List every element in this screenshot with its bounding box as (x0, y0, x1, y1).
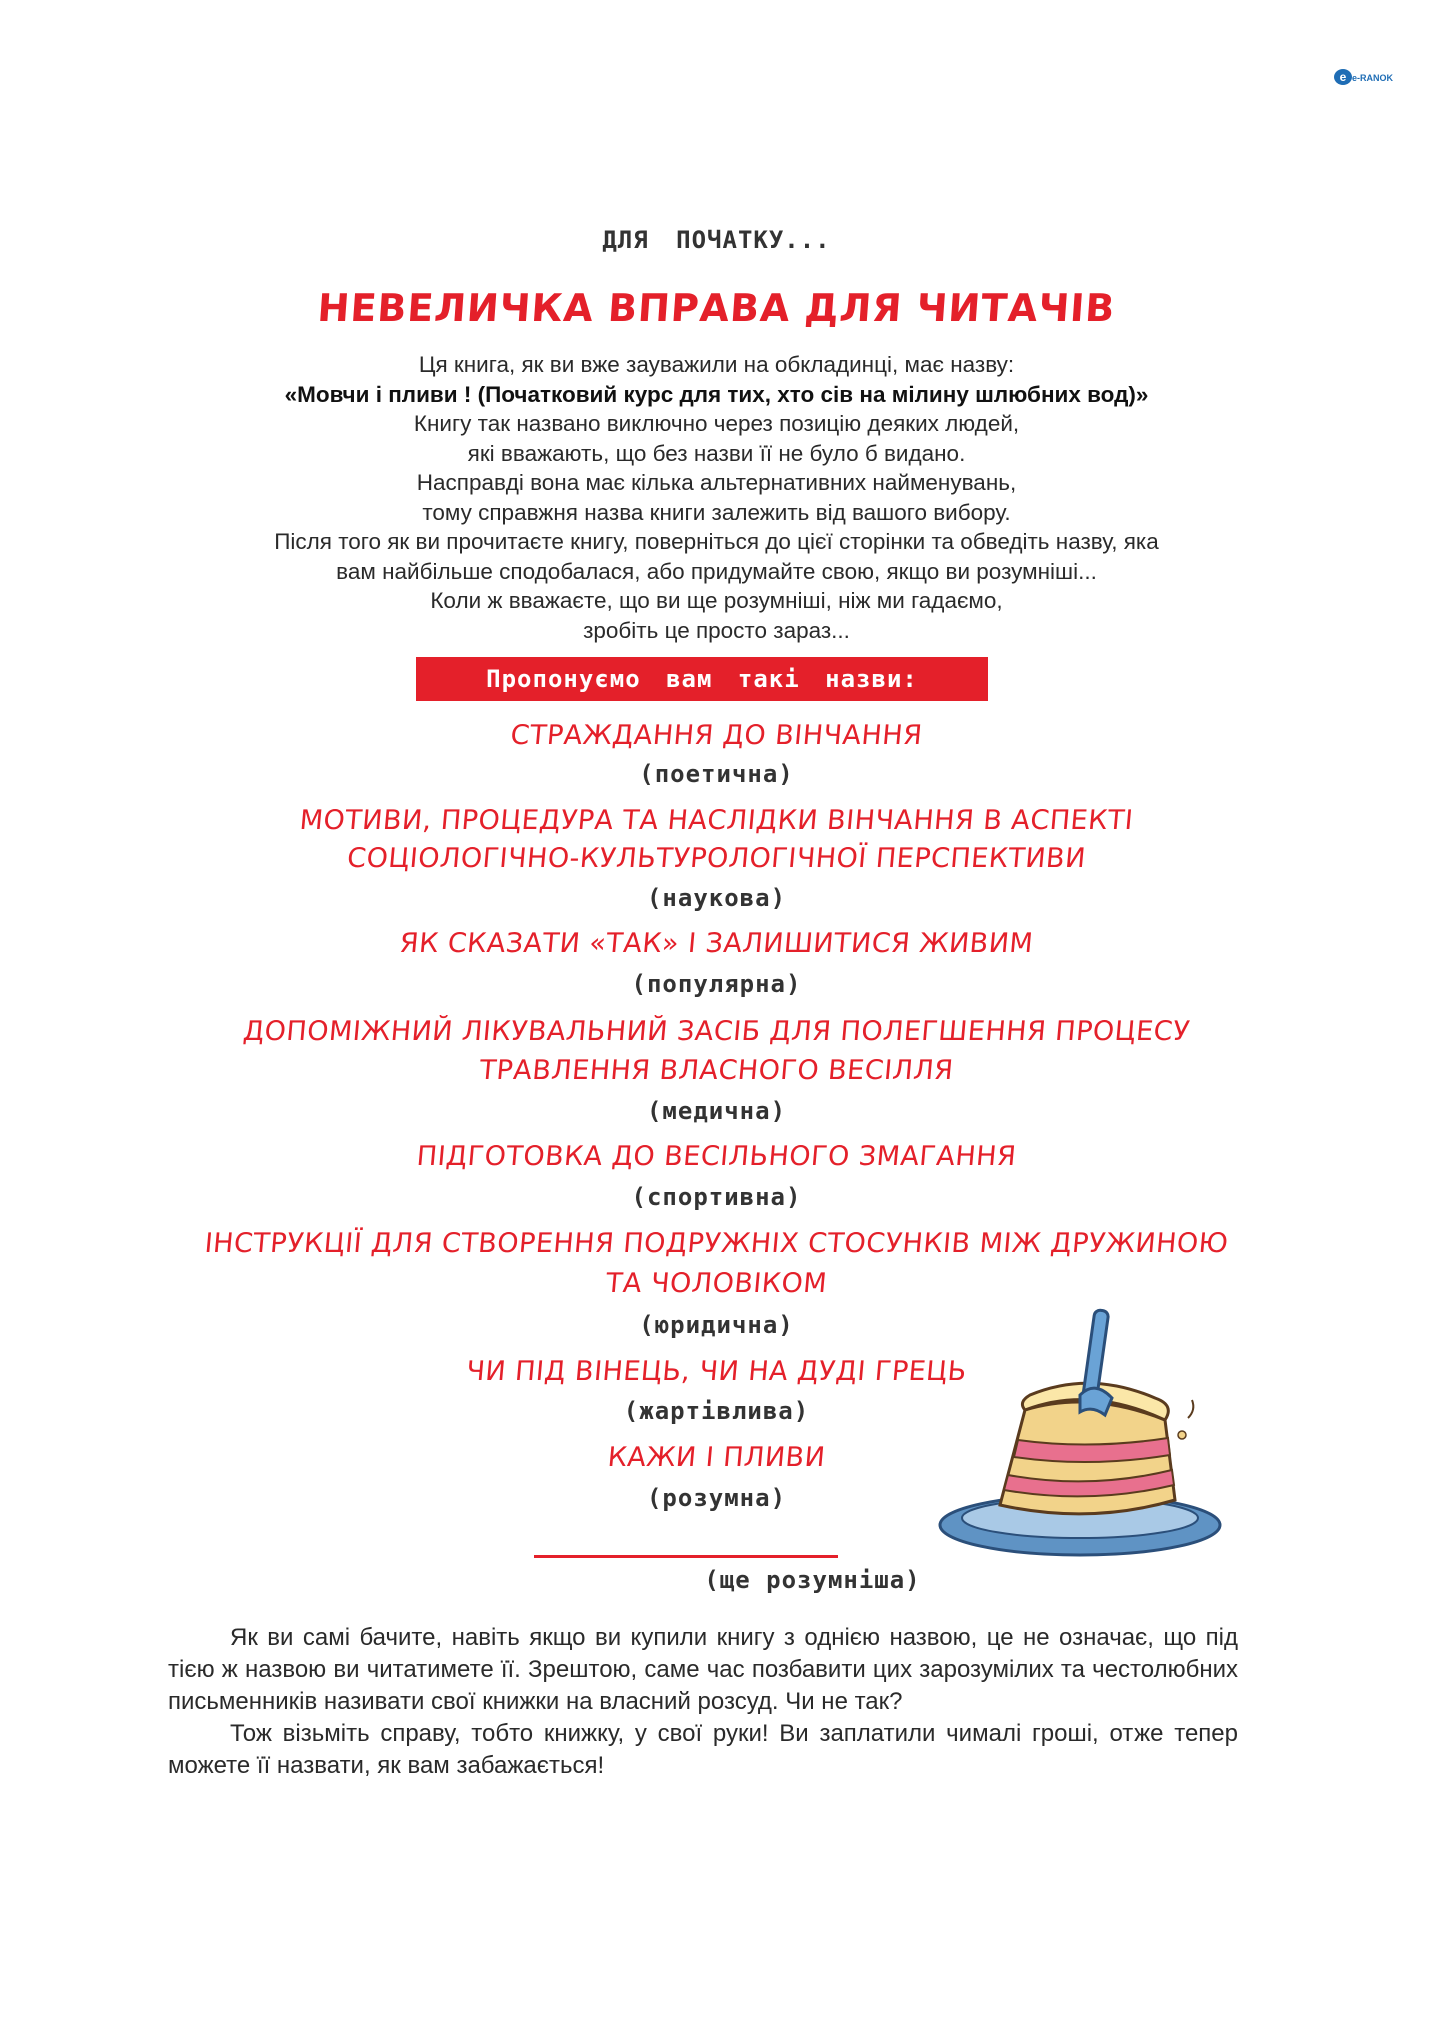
intro-line: які вважають, що без назви її не було б видано. (467, 440, 966, 466)
publisher-logo (1333, 66, 1403, 88)
title-option: ТРАВЛЕННЯ ВЛАСНОГО ВЕСІЛЛЯ (478, 1055, 955, 1086)
title-option: ЯК СКАЗАТИ «ТАК» І ЗАЛИШИТИСЯ ЖИВИМ (398, 928, 1035, 959)
svg-text:e: e (1339, 70, 1347, 84)
logo-text: e-RANOK (1352, 73, 1394, 83)
paragraph: Як ви самі бачите, навіть якщо ви купили книгу з однією назвою, це не означає, що під тією ж назвою ви читатимете її. Зрештою, саме час позбавити цих зарозумілих та честолюбних письменників називати свої книжки на власний розсуд. Чи не так? (168, 1624, 1238, 1715)
title-genre: (юридична) (639, 1311, 794, 1339)
title-genre: (спортивна) (631, 1183, 802, 1211)
title-genre: (наукова) (646, 884, 787, 912)
custom-title-blank[interactable] (534, 1555, 838, 1558)
intro-line: Коли ж вважаєте, що ви ще розумніші, ніж ми гадаємо, (430, 588, 1003, 613)
title-option: МОТИВИ, ПРОЦЕДУРА ТА НАСЛІДКИ ВІНЧАННЯ В АСПЕКТІ (298, 805, 1135, 836)
paragraph: Тож візьміть справу, тобто книжку, у свої руки! Ви заплатили чималі гроші, отже тепер можете її назвати, як вам забажається! (168, 1720, 1238, 1779)
title-genre: (розумна) (646, 1484, 787, 1512)
intro-line: Книгу так названо виключно через позицію деяких людей, (413, 411, 1020, 436)
title-genre: (поетична) (639, 760, 794, 788)
title-option: ПІДГОТОВКА ДО ВЕСІЛЬНОГО ЗМАГАННЯ (415, 1141, 1018, 1172)
intro-line: зробіть це просто зараз... (583, 617, 850, 643)
title-option: ІНСТРУКЦІЇ ДЛЯ СТВОРЕННЯ ПОДРУЖНІХ СТОСУНКІВ МІЖ ДРУЖИНОЮ (203, 1228, 1230, 1259)
title-genre: (медична) (646, 1097, 787, 1125)
preheading: ДЛЯ ПОЧАТКУ... (602, 226, 831, 254)
title-option: ЧИ ПІД ВІНЕЦЬ, ЧИ НА ДУДІ ГРЕЦЬ (464, 1356, 969, 1387)
title-option: СТРАЖДАННЯ ДО ВІНЧАННЯ (509, 720, 924, 751)
intro-line: вам найбільше сподобалася, або придумайте свою, якщо ви розумніші... (336, 558, 1097, 584)
intro-line: Насправді вона має кілька альтернативних найменувань, (416, 470, 1017, 495)
title-genre: (популярна) (631, 970, 802, 998)
intro-book-title: «Мовчи і пливи ! (Початковий курс для тих, хто сів на мілину шлюбних вод)» (284, 381, 1149, 407)
main-title: НЕВЕЛИЧКА ВПРАВА ДЛЯ ЧИТАЧІВ (316, 286, 1117, 330)
intro-text (0, 350, 1433, 645)
suggestions-banner: Пропонуємо вам такі назви: (416, 657, 988, 701)
closing-text (168, 1622, 1238, 1782)
intro-line: Ця книга, як ви вже зауважили на обкладинці, має назву: (418, 352, 1015, 377)
intro-line: Після того як ви прочитаєте книгу, поверніться до цієї сторінки та обведіть назву, яка (274, 529, 1159, 554)
cake-slice-with-fork-icon (930, 1300, 1230, 1570)
title-genre: (жартівлива) (623, 1397, 810, 1425)
custom-title-genre: (ще розумніша) (704, 1566, 921, 1594)
intro-line: тому справжня назва книги залежить від вашого вибору. (422, 499, 1011, 525)
title-option: КАЖИ І ПЛИВИ (606, 1442, 827, 1473)
title-option: ДОПОМІЖНИЙ ЛІКУВАЛЬНИЙ ЗАСІБ ДЛЯ ПОЛЕГШЕННЯ ПРОЦЕСУ (241, 1016, 1192, 1047)
title-option: СОЦІОЛОГІЧНО-КУЛЬТУРОЛОГІЧНОЇ ПЕРСПЕКТИВИ (345, 843, 1088, 874)
title-option: ТА ЧОЛОВІКОМ (604, 1268, 829, 1299)
